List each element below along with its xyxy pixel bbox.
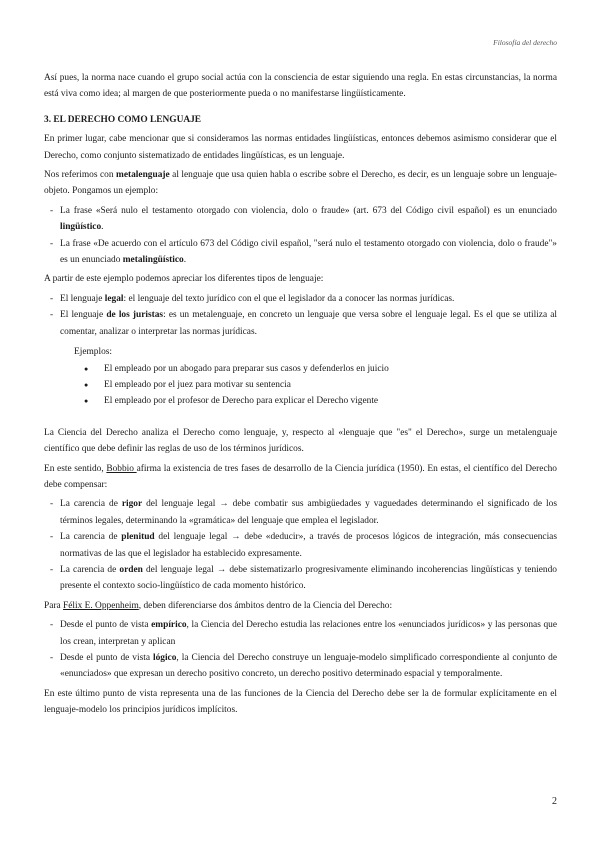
page-number: 2	[552, 796, 557, 807]
running-header: Filosofía del derecho	[493, 38, 557, 47]
paragraph-oppenheim: Para Félix E. Oppenheim, deben diferenciarse dos ámbitos dentro de la Ciencia del Derecho:	[44, 600, 393, 611]
list-item: - Desde el punto de vista empírico, la Ciencia del Derecho estudia las relaciones entre los «enunciados jurídicos» y las personas que los crean, interpretan y aplican	[44, 617, 557, 650]
example-sentences-list	[44, 203, 557, 269]
examples-list	[74, 361, 557, 410]
intro-paragraph: Así pues, la norma nace cuando el grupo social actúa con la consciencia de estar siguiendo una regla. En estas circunstancias, la norma está viva como idea; al margen de que posteriormente pueda o no manifestarse lingüísticamente.	[44, 73, 557, 100]
phases-list	[44, 496, 557, 594]
language-types-list	[44, 291, 557, 340]
list-item: ● El empleado por el juez para motivar su sentencia	[74, 377, 557, 393]
oppenheim-name: Félix E. Oppenheim	[63, 600, 139, 611]
paragraph-legal-science: La Ciencia del Derecho analiza el Derecho como lenguaje, y, respecto al «lenguaje que "es" el Derecho», surge un metalenguaje científico que debe definir las reglas de uso de los términos jurídicos.	[44, 427, 557, 455]
list-item: - El lenguaje de los juristas: es un metalenguaje, en concreto un lenguaje que versa sobre el lenguaje legal. Es el que se utiliza al comentar, analizar o interpretar las normas jurídicas.	[44, 307, 557, 340]
page-content	[44, 70, 557, 722]
list-item: - La carencia de plenitud del lenguaje legal → debe «deducir», a través de procesos lógicos de integración, más consecuencias normativas de las que el legislador ha establecido expresamente.	[44, 529, 557, 562]
bobbio-name: Bobbio	[106, 463, 137, 474]
list-item: - El lenguaje legal: el lenguaje del texto jurídico con el que el legislador da a conocer las normas jurídicas.	[44, 291, 557, 307]
paragraph-linguistic-entities: En primer lugar, cabe mencionar que si consideramos las normas entidades lingüísticas, entonces debemos asimismo considerar que el Derecho, como conjunto sistematizado de entidades lingüísticas, es un lenguaje.	[44, 134, 557, 161]
document-page	[44, 0, 557, 848]
list-item: - La carencia de rigor del lenguaje legal → debe combatir sus ambigüedades y vaguedades determinando el significado de los términos legales, determinando la «gramática» del lenguaje que emplea el legislador.	[44, 496, 557, 529]
list-item: ● El empleado por el profesor de Derecho para explicar el Derecho vigente	[74, 393, 557, 409]
list-item: - La carencia de orden del lenguaje legal → debe sistematizarlo progresivamente eliminando incoherencias lingüísticas y teniendo presente el contexto socio-lingüístico de cada momento histórico.	[44, 562, 557, 595]
paragraph-metalanguage: Nos referimos con metalenguaje al lenguaje que usa quien habla o escribe sobre el Derecho, es decir, es un lenguaje sobre un lenguaje-objeto. Pongamos un ejemplo:	[44, 170, 557, 197]
paragraph-bobbio: En este sentido, Bobbio afirma la existencia de tres fases de desarrollo de la Ciencia jurídica (1950). En estas, el científico del Derecho debe compensar:	[44, 463, 557, 490]
list-item: ● El empleado por un abogado para preparar sus casos y defenderlos en juicio	[74, 361, 557, 377]
list-item: - La frase «Será nulo el testamento otorgado con violencia, dolo o fraude» (art. 673 del Código civil español) es un enunciado lingüístico.	[44, 203, 557, 236]
paragraph-conclusion: En este último punto de vista representa una de las funciones de la Ciencia del Derecho debe ser la de formular explícitamente en el lenguaje-modelo los principios jurídicos implícitos.	[44, 688, 557, 716]
examples-label: Ejemplos:	[74, 347, 113, 358]
viewpoints-list	[44, 617, 557, 683]
paragraph-language-types: A partir de este ejemplo podemos apreciar los diferentes tipos de lenguaje:	[44, 274, 324, 285]
list-item: - Desde el punto de vista lógico, la Ciencia del Derecho construye un lenguaje-modelo simplificado correspondiente al conjunto de «enunciados» que expresan un derecho positivo concreto, un derecho positivo determinado espacial y temporalmente.	[44, 650, 557, 683]
section-heading: 3. EL DERECHO COMO LENGUAJE	[44, 114, 202, 125]
list-item: - La frase «De acuerdo con el artículo 673 del Código civil español, "será nulo el testamento otorgado con violencia, dolo o fraude"» es un enunciado metalingüístico.	[44, 236, 557, 269]
examples-block	[74, 344, 557, 410]
